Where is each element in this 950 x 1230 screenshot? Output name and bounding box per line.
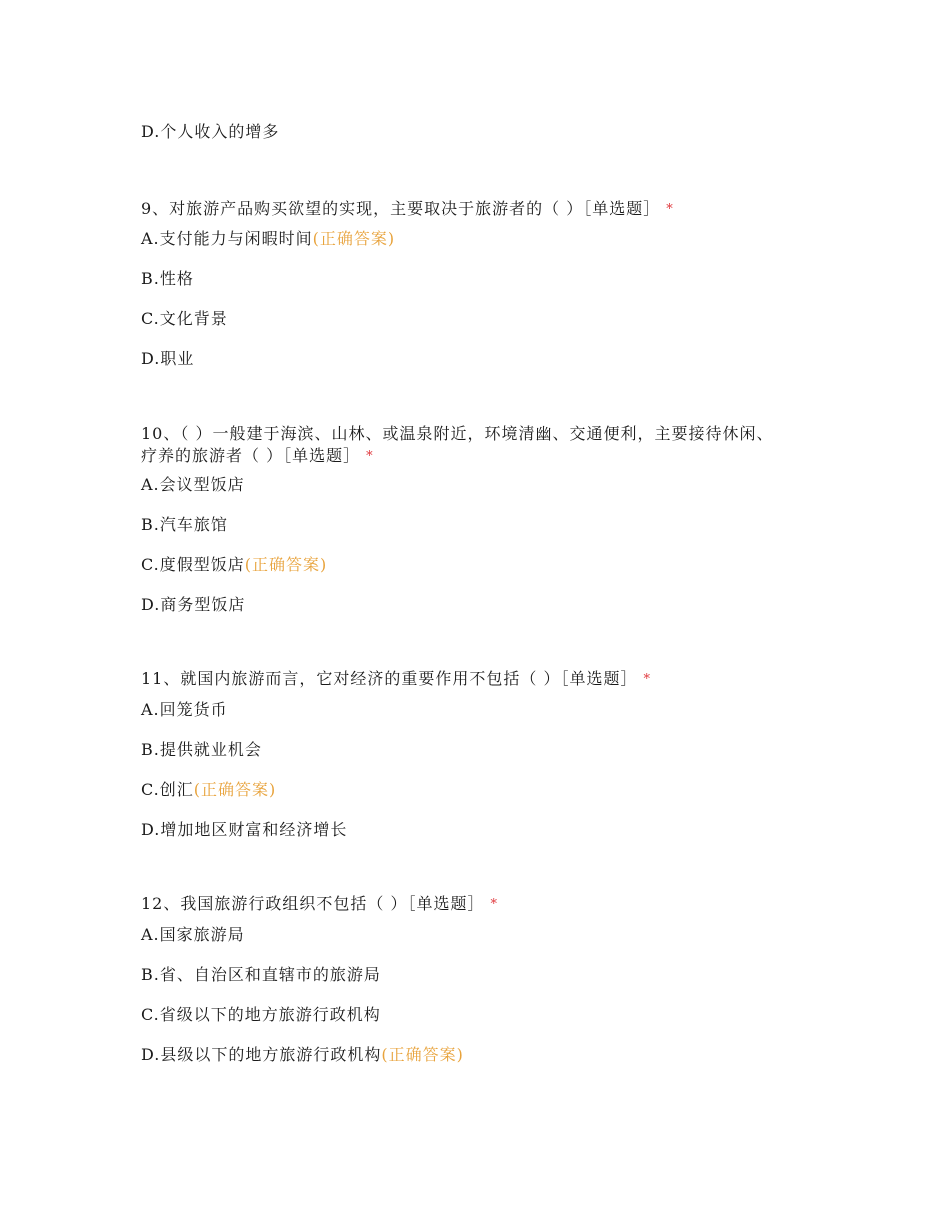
option-text: A.回笼货币 xyxy=(141,700,228,719)
question-10-option-c xyxy=(141,555,327,575)
required-asterisk: * xyxy=(490,897,498,912)
correct-answer-label: (正确答案) xyxy=(381,1045,464,1064)
required-asterisk: * xyxy=(666,202,674,217)
question-10-title xyxy=(141,423,841,469)
question-title-line-1: 10、（ ）一般建于海滨、山林、或温泉附近，环境清幽、交通便利，主要接待休闲、 xyxy=(141,424,774,443)
option-text: B.省、自治区和直辖市的旅游局 xyxy=(141,965,381,984)
prev-question-option-d xyxy=(141,122,279,142)
question-9-option-a xyxy=(141,229,395,249)
question-10-option-d xyxy=(141,595,245,615)
question-title-line-2: 疗养的旅游者（ ）［单选题］ xyxy=(141,446,361,465)
question-12-option-c xyxy=(141,1005,381,1025)
question-9-option-b xyxy=(141,269,194,289)
question-11-option-c xyxy=(141,780,276,800)
question-12-title xyxy=(141,893,841,917)
option-text: C.省级以下的地方旅游行政机构 xyxy=(141,1005,381,1024)
question-11-option-d xyxy=(141,820,347,840)
option-text: B.提供就业机会 xyxy=(141,740,262,759)
option-text: D.县级以下的地方旅游行政机构 xyxy=(141,1045,382,1064)
question-12-option-d xyxy=(141,1045,464,1065)
required-asterisk: * xyxy=(366,449,374,464)
option-text: C.创汇 xyxy=(141,780,194,799)
question-11-option-b xyxy=(141,740,262,760)
option-text: A.会议型饭店 xyxy=(141,475,245,494)
option-text: A.国家旅游局 xyxy=(141,925,245,944)
option-text: A.支付能力与闲暇时间 xyxy=(141,229,313,248)
question-9-title xyxy=(141,198,841,222)
question-9-option-d xyxy=(141,349,194,369)
option-text: B.性格 xyxy=(141,269,194,288)
question-10-option-b xyxy=(141,515,228,535)
question-9-option-c xyxy=(141,309,228,329)
correct-answer-label: (正确答案) xyxy=(244,555,328,574)
question-11-option-a xyxy=(141,700,228,720)
question-title-text: 12、我国旅游行政组织不包括（ ）［单选题］ xyxy=(141,894,485,913)
option-text: D.个人收入的增多 xyxy=(141,122,280,141)
option-text: D.增加地区财富和经济增长 xyxy=(141,820,348,839)
question-10-option-a xyxy=(141,475,245,495)
correct-answer-label: (正确答案) xyxy=(312,229,396,248)
option-text: D.商务型饭店 xyxy=(141,595,246,614)
question-12-option-a xyxy=(141,925,245,945)
option-text: B.汽车旅馆 xyxy=(141,515,228,534)
option-text: C.度假型饭店 xyxy=(141,555,245,574)
question-title-text: 11、就国内旅游而言，它对经济的重要作用不包括（ ）［单选题］ xyxy=(141,669,638,688)
question-11-title xyxy=(141,668,841,692)
question-title-text: 9、对旅游产品购买欲望的实现，主要取决于旅游者的（ ）［单选题］ xyxy=(141,199,661,218)
option-text: C.文化背景 xyxy=(141,309,228,328)
correct-answer-label: (正确答案) xyxy=(193,780,277,799)
question-12-option-b xyxy=(141,965,381,985)
option-text: D.职业 xyxy=(141,349,195,368)
required-asterisk: * xyxy=(643,672,651,687)
